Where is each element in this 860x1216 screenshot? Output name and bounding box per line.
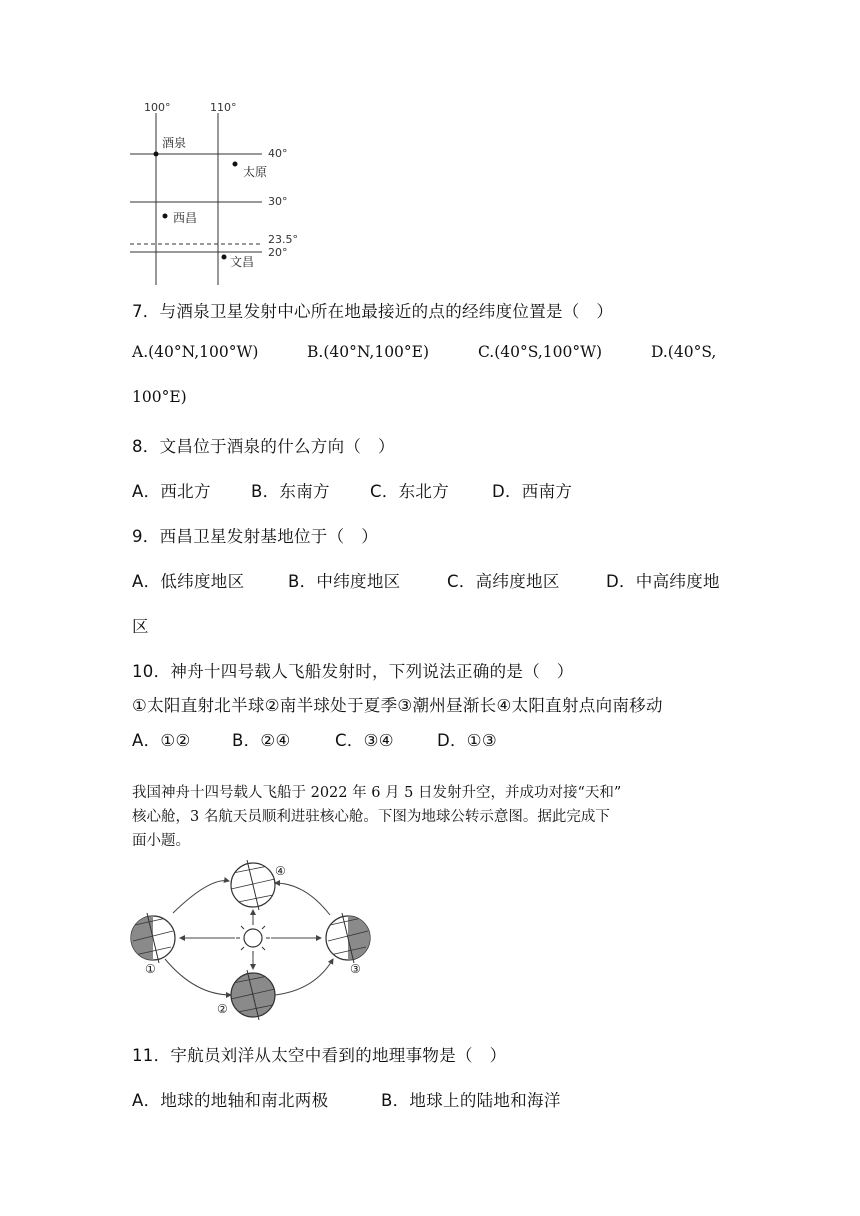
earth-position-4 <box>231 860 275 910</box>
q7-option-b[interactable]: B.(40°N,100°E) <box>307 343 430 361</box>
q10-option-a[interactable]: A．①② <box>132 731 191 750</box>
q9-option-b[interactable]: B．中纬度地区 <box>288 572 401 591</box>
q7-option-a[interactable]: A.(40°N,100°W) <box>132 343 259 361</box>
q11-option-a[interactable]: A．地球的地轴和南北两极 <box>132 1091 329 1110</box>
lat-label-40: 40° <box>268 147 288 160</box>
jiuquan-dot <box>154 152 159 157</box>
orbit-label-3: ③ <box>350 962 361 976</box>
q9-option-c[interactable]: C．高纬度地区 <box>447 572 560 591</box>
q8-option-a[interactable]: A．西北方 <box>132 482 211 501</box>
lat-label-23-5: 23.5° <box>268 233 298 246</box>
q11-stem: 11．宇航员刘洋从太空中看到的地理事物是（ ） <box>132 1046 507 1065</box>
orbit-label-4: ④ <box>275 864 286 878</box>
passage-line-3: 面小题。 <box>132 833 190 849</box>
q7-option-c[interactable]: C.(40°S,100°W) <box>478 343 603 361</box>
xichang-dot <box>163 214 168 219</box>
q7-option-d-cont: 100°E) <box>132 388 187 406</box>
q10-option-b[interactable]: B．②④ <box>232 731 291 750</box>
q10-statements: ①太阳直射北半球②南半球处于夏季③潮州昼渐长④太阳直射点向南移动 <box>132 696 663 715</box>
q9-stem: 9．西昌卫星发射基地位于（ ） <box>132 527 378 546</box>
q10-option-d[interactable]: D．①③ <box>437 731 497 750</box>
orbit-label-2: ② <box>217 1002 228 1016</box>
q7-stem: 7．与酒泉卫星发射中心所在地最接近的点的经纬度位置是（ ） <box>132 302 614 321</box>
q8-stem: 8．文昌位于酒泉的什么方向（ ） <box>132 437 395 456</box>
lat-lon-map <box>120 95 310 290</box>
q8-option-b[interactable]: B．东南方 <box>251 482 330 501</box>
passage-line-2: 核心舱，3 名航天员顺利进驻核心舱。下图为地球公转示意图。据此完成下 <box>132 809 610 825</box>
earth-position-3 <box>326 913 370 963</box>
orbit-label-1: ① <box>145 962 156 976</box>
orbit-path <box>173 881 229 913</box>
wenchang-dot <box>222 255 227 260</box>
place-xichang: 西昌 <box>173 211 198 225</box>
place-taiyuan: 太原 <box>243 165 268 179</box>
q7-option-d[interactable]: D.(40°S, <box>651 343 717 361</box>
q9-option-d-cont: 区 <box>132 617 149 636</box>
sun-icon <box>236 921 270 955</box>
earth-position-2 <box>231 970 275 1020</box>
q9-option-d[interactable]: D．中高纬度地 <box>606 572 720 591</box>
q8-option-d[interactable]: D．西南方 <box>492 482 573 501</box>
place-jiuquan: 酒泉 <box>162 136 187 150</box>
earth-orbit-diagram <box>125 855 385 1025</box>
lat-label-20: 20° <box>268 246 288 259</box>
q10-stem: 10．神舟十四号载人飞船发射时，下列说法正确的是（ ） <box>132 662 574 681</box>
q8-option-c[interactable]: C．东北方 <box>370 482 450 501</box>
q9-option-a[interactable]: A．低纬度地区 <box>132 572 245 591</box>
q11-option-b[interactable]: B．地球上的陆地和海洋 <box>381 1091 561 1110</box>
taiyuan-dot <box>233 162 238 167</box>
lon-label-110: 110° <box>210 101 237 114</box>
lat-label-30: 30° <box>268 195 288 208</box>
place-wenchang: 文昌 <box>230 255 255 269</box>
passage-line-1: 我国神舟十四号载人飞船于 2022 年 6 月 5 日发射升空，并成功对接“天和” <box>132 785 622 801</box>
lon-label-100: 100° <box>144 101 171 114</box>
q10-option-c[interactable]: C．③④ <box>335 731 394 750</box>
earth-position-1 <box>131 913 175 963</box>
